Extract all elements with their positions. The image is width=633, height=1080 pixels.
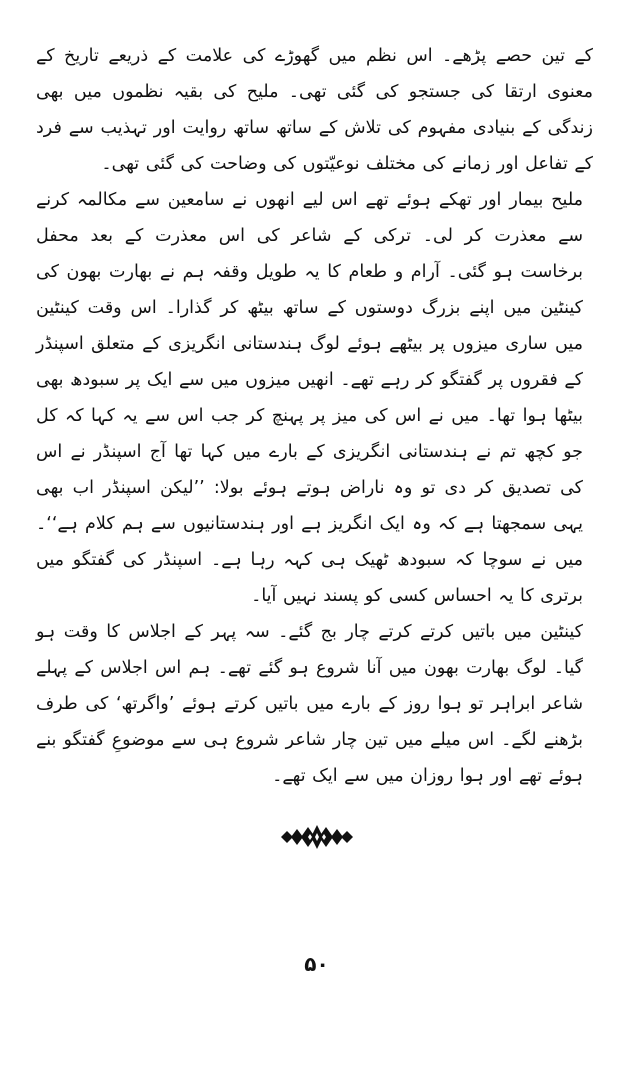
page-number: ۵۰ (304, 952, 329, 976)
paragraph-3: کینٹین میں باتیں کرتے کرتے چار بج گئے۔ سہ پہر کے اجلاس کا وقت ہو گیا۔ لوگ بھارت بھون میں آنا شروع ہو گئے تھے۔ ہم اس اجلاس کے پہلے شاعر ابراہر تو ہوا روز کے بارے میں باتیں کرتے ہوئے ’واگرتھ‘ کی طرف بڑھنے لگے۔ اس میلے میں تین چار شاعر شروع ہی سے موضوعِ گفتگو بنے ہوئے تھے اور ہوا روزان میں سے ایک تھے۔ (36, 622, 583, 786)
paragraph-1: کے تین حصے پڑھے۔ اس نظم میں گھوڑے کی علامت کے ذریعے تاریخ کے معنوی ارتقا کی جستجو کی گئی تھی۔ ملیح کی بقیہ نظموں میں بھی زندگی کے بنیادی مفہوم کی تلاش کے ساتھ ساتھ روایت اور تہذیب سے فرد کے تفاعل اور زمانے کی مختلف نوعیّتوں کی وضاحت کی گئی تھی۔ (36, 46, 593, 174)
paragraph-2: ملیح بیمار اور تھکے ہوئے تھے اس لیے انھوں نے سامعین سے مکالمہ کرنے سے معذرت کر لی۔ ترکی کے شاعر کی اس معذرت کے بعد محفل برخاست ہو گئی۔ آرام و طعام کا یہ طویل وقفہ ہم نے بھارت بھون کی کینٹین میں اپنے بزرگ دوستوں کے ساتھ بیٹھ کر گذارا۔ اس وقت کینٹین میں ساری میزوں پر بیٹھے ہوئے لوگ ہندستانی انگریزی کے متعلق اسپنڈر کے فقروں پر گفتگو کر رہے تھے۔ انھیں میزوں میں سے ایک پر سبودھ بھی بیٹھا ہوا تھا۔ میں نے اس کی میز پر پہنچ کر جب اس سے یہ کہا کہ کل جو کچھ تم نے ہندستانی انگریزی کے بارے میں کہا تھا آج اسپنڈر نے اس کی تصدیق کر دی تو وہ ناراض ہوتے ہوئے بولا: ’’لیکن اسپنڈر اب بھی یہی سمجھتا ہے کہ وہ ایک انگریز ہے اور ہندستانیوں سے ہم کلام ہے‘‘۔ میں نے سوچا کہ سبودھ ٹھیک ہی کہہ رہا ہے۔ اسپنڈر کی گفتگو میں برتری کا یہ احساس کسی کو پسند نہیں آیا۔ (36, 190, 583, 606)
diamond-chain-ornament-icon (277, 824, 357, 850)
page-body-text (36, 38, 593, 794)
